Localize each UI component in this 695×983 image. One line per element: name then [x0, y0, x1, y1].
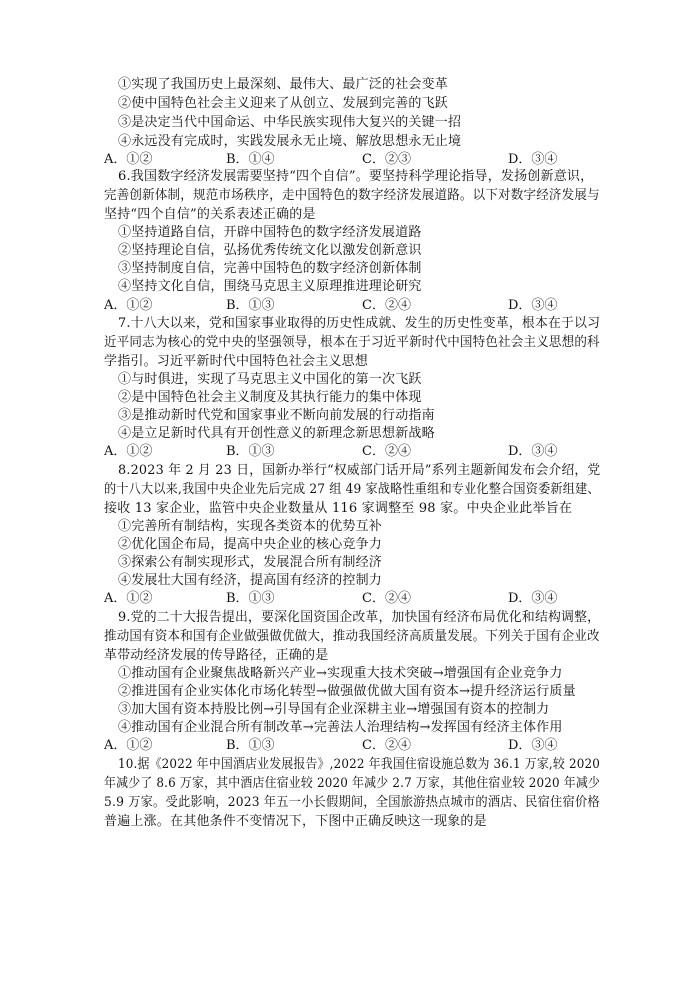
q5-option-1: ①实现了我国历史上最深刻、最伟大、最广泛的社会变革	[118, 77, 449, 92]
q8-choice-c: C．②④	[362, 591, 411, 606]
q8-stem-line-3: 接收 13 家企业，监管中央企业数量从 116 家调整至 98 家。中央企业此举旨在	[104, 501, 573, 516]
q6-stem-line-3: 坚持“四个自信”的关系表述正确的是	[104, 207, 316, 222]
q10-stem-line-3: 5.9 万家。受此影响，2023 年五一小长假期间，全国旅游热点城市的酒店、民宿住宿价格	[104, 795, 600, 810]
q6-option-4: ④坚持文化自信，围绕马克思主义原理推进理论研究	[118, 279, 422, 294]
q8-option-3: ③探索公有制实现形式，发展混合所有制经济	[118, 555, 383, 570]
q7-option-2: ②是中国特色社会主义制度及其执行能力的集中体现	[118, 390, 422, 405]
q7-stem-line-1: 7.十八大以来，党和国家事业取得的历史性成就、发生的历史性变革，根本在于以习	[118, 316, 601, 331]
q9-option-4: ④推动国有企业混合所有制改革→完善法人治理结构→发挥国有经济主体作用	[118, 720, 563, 735]
q7-choice-a: A．①②	[104, 444, 153, 459]
q5-choice-a: A．①②	[104, 152, 153, 167]
q9-stem-line-3: 革带动经济发展的传导路径，正确的是	[104, 648, 329, 663]
q5-option-3: ③是决定当代中国命运、中华民族实现伟大复兴的关键一招	[118, 115, 462, 130]
q9-choices	[104, 737, 564, 755]
q9-choice-a: A．①②	[104, 738, 153, 753]
q9-option-2: ②推进国有企业实体化市场化转型→做强做优做大国有资本→提升经济运行质量	[118, 684, 576, 699]
q8-option-4: ④发展壮大国有经济，提高国有经济的控制力	[118, 573, 383, 588]
q7-option-4: ④是立足新时代具有开创性意义的新理念新思想新战略	[118, 426, 435, 441]
q9-stem-line-2: 推动国有资本和国有企业做强做优做大，推动我国经济高质量发展。下列关于国有企业改	[104, 629, 600, 644]
q10-stem-line-1: 10.据《2022 年中国酒店业发展报告》,2022 年我国住宿设施总数为 36.1 万家,较 2020	[118, 757, 601, 772]
q10-stem-line-2: 年减少了 8.6 万家，其中酒店住宿业较 2020 年减少 2.7 万家，其他住宿业较 2020 年减少	[104, 776, 601, 791]
q9-choice-b: B．①③	[226, 738, 275, 753]
q7-choice-b: B．①③	[226, 444, 275, 459]
q5-choice-d: D．③④	[508, 152, 558, 167]
q6-choice-b: B．①③	[226, 298, 275, 313]
q10-stem-line-4: 普遍上涨。在其他条件不变情况下，下图中正确反映这一现象的是	[104, 814, 487, 829]
q7-stem-line-3: 学指引。习近平新时代中国特色社会主义思想	[104, 354, 369, 369]
q6-option-1: ①坚持道路自信，开辟中国特色的数字经济发展道路	[118, 225, 422, 240]
q8-choice-b: B．①③	[226, 591, 275, 606]
q8-option-2: ②优化国企布局，提高中央企业的核心竞争力	[118, 537, 383, 552]
q7-option-3: ③是推动新时代党和国家事业不断向前发展的行动指南	[118, 408, 435, 423]
q8-option-1: ①完善所有制结构，实现各类资本的优势互补	[118, 519, 383, 534]
q8-stem-line-2: 的十八大以来,我国中央企业先后完成 27 组 49 家战略性重组和专业化整合国资委新组建、	[104, 482, 600, 497]
q7-option-1: ①与时俱进，实现了马克思主义中国化的第一次飞跃	[118, 372, 422, 387]
q9-option-3: ③加大国有资本持股比例→引导国有企业深耕主业→增强国有资本的控制力	[118, 702, 550, 717]
q6-option-3: ③坚持制度自信，完善中国特色的数字经济创新体制	[118, 261, 422, 276]
q8-choice-d: D．③④	[508, 591, 558, 606]
q9-stem-line-1: 9.党的二十大报告提出，要深化国资国企改革，加快国有经济布局优化和结构调整，	[118, 610, 601, 625]
q7-choice-d: D．③④	[508, 444, 558, 459]
q8-stem-line-1: 8.2023 年 2 月 23 日，国新办举行“权威部门话开局”系列主题新闻发布会介绍，党	[118, 463, 601, 478]
q8-choices	[104, 590, 564, 608]
q7-stem-line-2: 近平同志为核心的党中央的坚强领导，根本在于习近平新时代中国特色社会主义思想的科	[104, 335, 600, 350]
q5-choice-c: C．②③	[362, 152, 411, 167]
q9-option-1: ①推动国有企业聚焦战略新兴产业→实现重大技术突破→增强国有企业竞争力	[118, 666, 563, 681]
q9-choice-d: D．③④	[508, 738, 558, 753]
q6-choices	[104, 297, 564, 315]
q6-choice-c: C．②④	[362, 298, 411, 313]
q6-choice-a: A．①②	[104, 298, 153, 313]
q5-choices	[104, 151, 564, 169]
q6-stem-line-1: 6.我国数字经济发展需要坚持“四个自信”。要坚持科学理论指导，发扬创新意识，	[118, 169, 594, 184]
q5-option-4: ④永远没有完成时，实践发展永无止境、解放思想永无止境	[118, 134, 462, 149]
q5-choice-b: B．①④	[226, 152, 275, 167]
q7-choices	[104, 443, 564, 461]
q6-option-2: ②坚持理论自信，弘扬优秀传统文化以激发创新意识	[118, 243, 422, 258]
q6-choice-d: D．③④	[508, 298, 558, 313]
q7-choice-c: C．②④	[362, 444, 411, 459]
q6-stem-line-2: 完善创新体制，规范市场秩序，走中国特色的数字经济发展道路。以下对数字经济发展与	[104, 188, 600, 203]
q8-choice-a: A．①②	[104, 591, 153, 606]
q5-option-2: ②使中国特色社会主义迎来了从创立、发展到完善的飞跃	[118, 96, 449, 111]
q9-choice-c: C．②④	[362, 738, 411, 753]
